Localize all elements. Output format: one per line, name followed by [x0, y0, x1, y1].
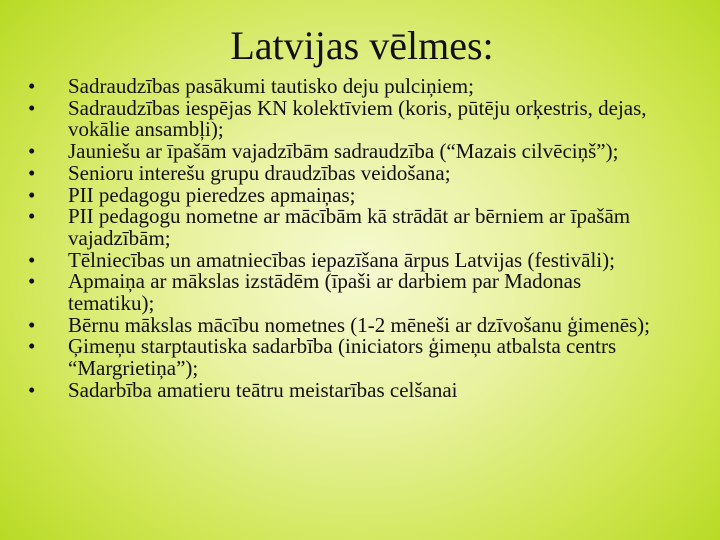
list-item-text: Apmaiņa ar mākslas izstādēm (īpaši ar darbiem par Madonas tematiku); — [68, 269, 582, 316]
bullet-icon: • — [28, 247, 36, 272]
bullet-icon: • — [28, 334, 36, 359]
list-item — [22, 336, 672, 379]
list-item — [22, 182, 672, 207]
bullet-icon: • — [28, 204, 36, 229]
bullet-icon: • — [28, 160, 36, 185]
list-item — [22, 377, 672, 402]
list-item-text: Sadarbība amatieru teātru meistarības celšanai — [68, 377, 458, 402]
bullet-icon: • — [28, 95, 36, 120]
list-item — [22, 247, 672, 272]
slide-title — [0, 22, 720, 70]
list-item-text: Sadraudzības pasākumi tautisko deju pulciņiem; — [68, 74, 474, 98]
list-item-text: Ģimeņu starptautiska sadarbība (iniciators ģimeņu atbalsta centrs “Margrietiņa”); — [68, 334, 617, 381]
bullet-icon: • — [28, 312, 36, 337]
list-item — [22, 312, 672, 337]
list-item-text: PII pedagogu nometne ar mācībām kā strādāt ar bērniem ar īpašām vajadzībām; — [68, 204, 631, 250]
list-item-text: Tēlniecības un amatniecības iepazīšana ārpus Latvijas (festivāli); — [68, 247, 615, 272]
slide-title-text: Latvijas vēlmes: — [230, 23, 494, 68]
list-item — [22, 141, 672, 163]
bullet-list — [22, 76, 672, 402]
bullet-icon: • — [28, 269, 36, 294]
bullet-icon: • — [28, 139, 36, 164]
list-item — [22, 160, 672, 185]
bullet-icon: • — [28, 74, 36, 98]
list-item — [22, 76, 672, 98]
list-item — [22, 206, 672, 249]
list-item-text: Sadraudzības iespējas KN kolektīviem (koris, pūtēju orķestris, dejas, vokālie ansambļi); — [68, 95, 647, 142]
list-item — [22, 271, 672, 314]
list-item-text: PII pedagogu pieredzes apmaiņas; — [68, 182, 356, 207]
list-item-text: Jauniešu ar īpašām vajadzībām sadraudzība (“Mazais cilvēciņš”); — [68, 139, 619, 164]
bullet-icon: • — [28, 182, 36, 207]
list-item-text: Senioru interešu grupu draudzības veidošana; — [68, 160, 451, 185]
list-item-text: Bērnu mākslas mācību nometnes (1-2 mēneši ar dzīvošanu ģimenēs); — [68, 312, 651, 337]
list-item — [22, 95, 672, 142]
bullet-icon: • — [28, 377, 36, 402]
